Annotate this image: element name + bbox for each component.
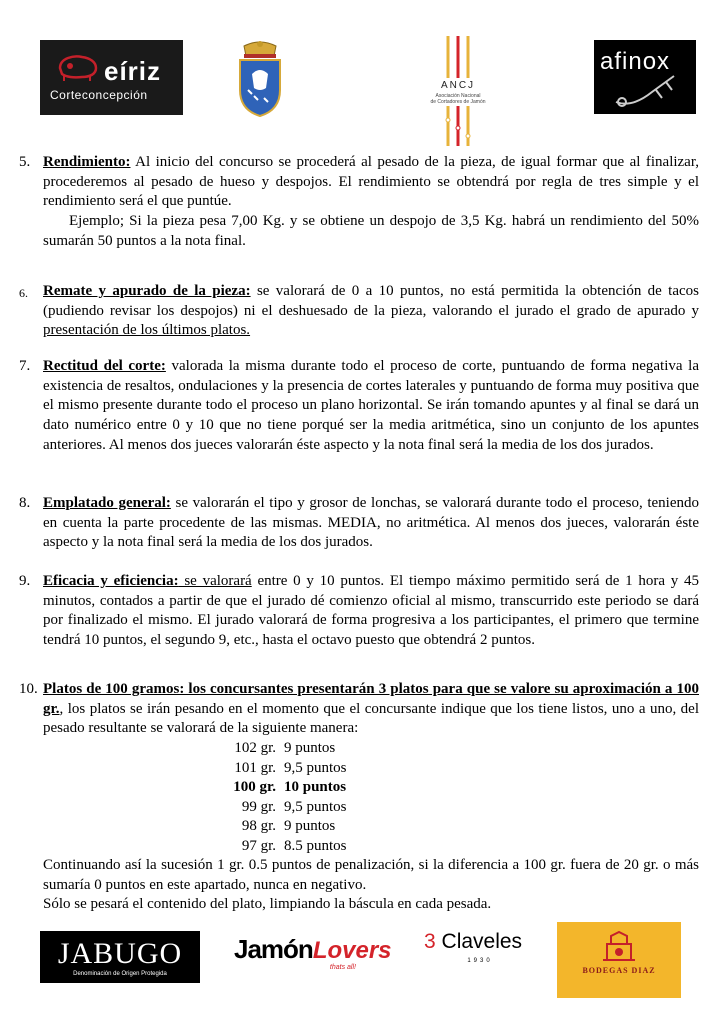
item-eficacia [19, 572, 699, 651]
claveles-brand [424, 930, 522, 953]
item-text: entre 0 y 10 puntos. El tiempo máximo permitido será de 1 hora y 45 minutos, contados a partir de que el jurado dé comienzo oficial al mismo, transcurrido este periodo se dará por finalizado el mismo. El jurado valorará de forma progresiva a los participantes, el primero que termine tendrá 10 puntos, el segundo 9, etc., hasta el octavo puesto que obtendrá 2 puntos. [43, 573, 699, 649]
item-rendimiento [19, 153, 699, 252]
claveles-name: Claveles [435, 930, 523, 953]
jabugo-logo [40, 931, 200, 983]
eiriz-brand: eíriz [104, 56, 162, 86]
closing-text-2: Sólo se pesará el contenido del plato, limpiando la báscula en cada pesada. [43, 896, 492, 913]
afinox-logo [594, 40, 696, 114]
item-title: Remate y apurado de la pieza: [43, 283, 251, 299]
score-points: 9,5 puntos [284, 798, 347, 815]
jamonlovers-part2: Lovers [312, 937, 392, 964]
crest-icon [599, 930, 639, 966]
item-example: Ejemplo; Si la pieza pesa 7,00 Kg. y se obtiene un despojo de 3,5 Kg. habrá un rendimiento del 50% sumarán 50 puntos a la nota final. [43, 213, 699, 249]
bodegas-brand: BODEGAS DIAZ [582, 966, 656, 975]
item-text: Al inicio del concurso se procederá al pesado de la pieza, de igual formar que al finalizar, procederemos al pesado de hueso y despojos. El rendimiento se obtendrá por regla de tres simple y el rendimiento será el que puntúe. [43, 154, 699, 210]
jabugo-brand: JABUGO [57, 937, 183, 970]
ancj-tagline-1: Asociación Nacional [435, 93, 481, 99]
score-points: 10 puntos [284, 779, 347, 796]
item-text: , los platos se irán pesando en el momento que el concursante indique que los tiene listos, uno a uno, del pesado resultante se valorará de la siguiente manera: [43, 700, 699, 737]
item-title: Eficacia y eficiencia: [43, 573, 179, 589]
score-row [222, 739, 336, 759]
score-grams: 101 gr. [234, 759, 276, 776]
score-row [222, 798, 347, 818]
jamonera-icon [612, 72, 682, 112]
score-row-highlight [222, 778, 347, 798]
score-points: 8.5 puntos [284, 837, 347, 854]
item-title: Emplatado general: [43, 495, 171, 511]
jabugo-subtitle: Denominación de Origen Protegida [73, 971, 167, 977]
item-title: Platos de 100 gramos: los concursantes presentarán 3 platos para que se valore su aproximación a 100 gr. [43, 681, 699, 717]
claveles-number: 3 [424, 930, 436, 953]
item-text: valorada la misma durante todo el proceso de corte, puntuando de forma negativa la existencia de resaltos, ondulaciones y la presencia de cortes laterales y puntuando de forma muy positiva que el mismo presente durante todo el proceso un plano horizontal. Se irán tomando apuntes y al final se dará un dato numérico entre 0 y 10 que no tiene porqué ser la media aritmética, sino un conjunto de los apuntes anteriores. Al menos dos jueces valorarán éste aspecto y la nota final será la media de los dos jurados. [43, 358, 699, 453]
bodegas-logo [557, 922, 681, 998]
score-points: 9 puntos [284, 818, 336, 835]
item-number: 5. [19, 154, 31, 170]
score-grams: 100 gr. [233, 779, 276, 796]
score-points: 9,5 puntos [284, 759, 347, 776]
claveles-logo [424, 930, 536, 970]
afinox-brand: afinox [600, 48, 671, 75]
item-number: 8. [19, 495, 31, 511]
item-emplatado [19, 494, 699, 553]
jamonlovers-part1: Jamón [234, 934, 313, 964]
ancj-tagline [424, 93, 492, 105]
item-text: se valorará de 0 a 10 puntos, no está permitida la obtención de tacos (pudiendo revisar los despojos) ni el deshuesado de la pieza, valorando el jurado el grado de apurado y [43, 283, 700, 319]
eiriz-subtitle: Corteconcepción [50, 88, 148, 102]
item-platos [19, 680, 699, 739]
score-grams: 99 gr. [241, 798, 276, 815]
item-underlined-lead: se valorará [178, 573, 252, 589]
score-points: 9 puntos [284, 740, 336, 756]
score-grams: 98 gr. [241, 818, 276, 835]
handles-icon [424, 106, 492, 150]
item-number: 7. [19, 358, 31, 374]
score-row [222, 817, 336, 837]
item-title: Rendimiento: [43, 154, 131, 170]
item-rectitud [19, 357, 699, 456]
ancj-logo [424, 34, 492, 146]
score-table [222, 739, 362, 857]
ancj-tagline-2: de Cortadores de Jamón [430, 99, 486, 105]
score-row [222, 837, 347, 857]
claveles-year: 1930 [467, 958, 493, 964]
item-remate [19, 282, 700, 341]
item-number: 10. [19, 681, 38, 697]
item-number: 9. [19, 573, 31, 589]
score-row [222, 759, 347, 779]
coat-of-arms-icon [234, 40, 286, 118]
closing-text-1: Continuando así la sucesión 1 gr. 0.5 puntos de penalización, si la diferencia a 100 gr. fuera de 20 gr. o más sumaría 0 puntos en este apartado, nunca en negativo. [43, 857, 699, 893]
eiriz-logo [40, 40, 183, 115]
score-grams: 102 gr. [234, 740, 276, 756]
item-underlined-tail: presentación de los últimos platos. [43, 322, 251, 339]
jamonlovers-logo [234, 934, 392, 982]
item-title: Rectitud del corte: [43, 358, 166, 374]
item-number: 6. [19, 286, 28, 300]
pig-icon [56, 52, 100, 82]
jamonlovers-tag: thats all! [329, 964, 356, 971]
ancj-name: ANCJ [440, 80, 476, 91]
knives-icon [424, 34, 492, 80]
item-platos-closing [43, 856, 699, 915]
score-grams: 97 gr. [241, 837, 276, 854]
item-text: se valorarán el tipo y grosor de lonchas, se valorará durante todo el proceso, teniendo en cuenta la parte procedente de las mismas. MEDIA, no aritmética. Al menos dos jueces, valorarán éste aspecto y la nota final será la media de los dos jurados. [43, 495, 699, 551]
